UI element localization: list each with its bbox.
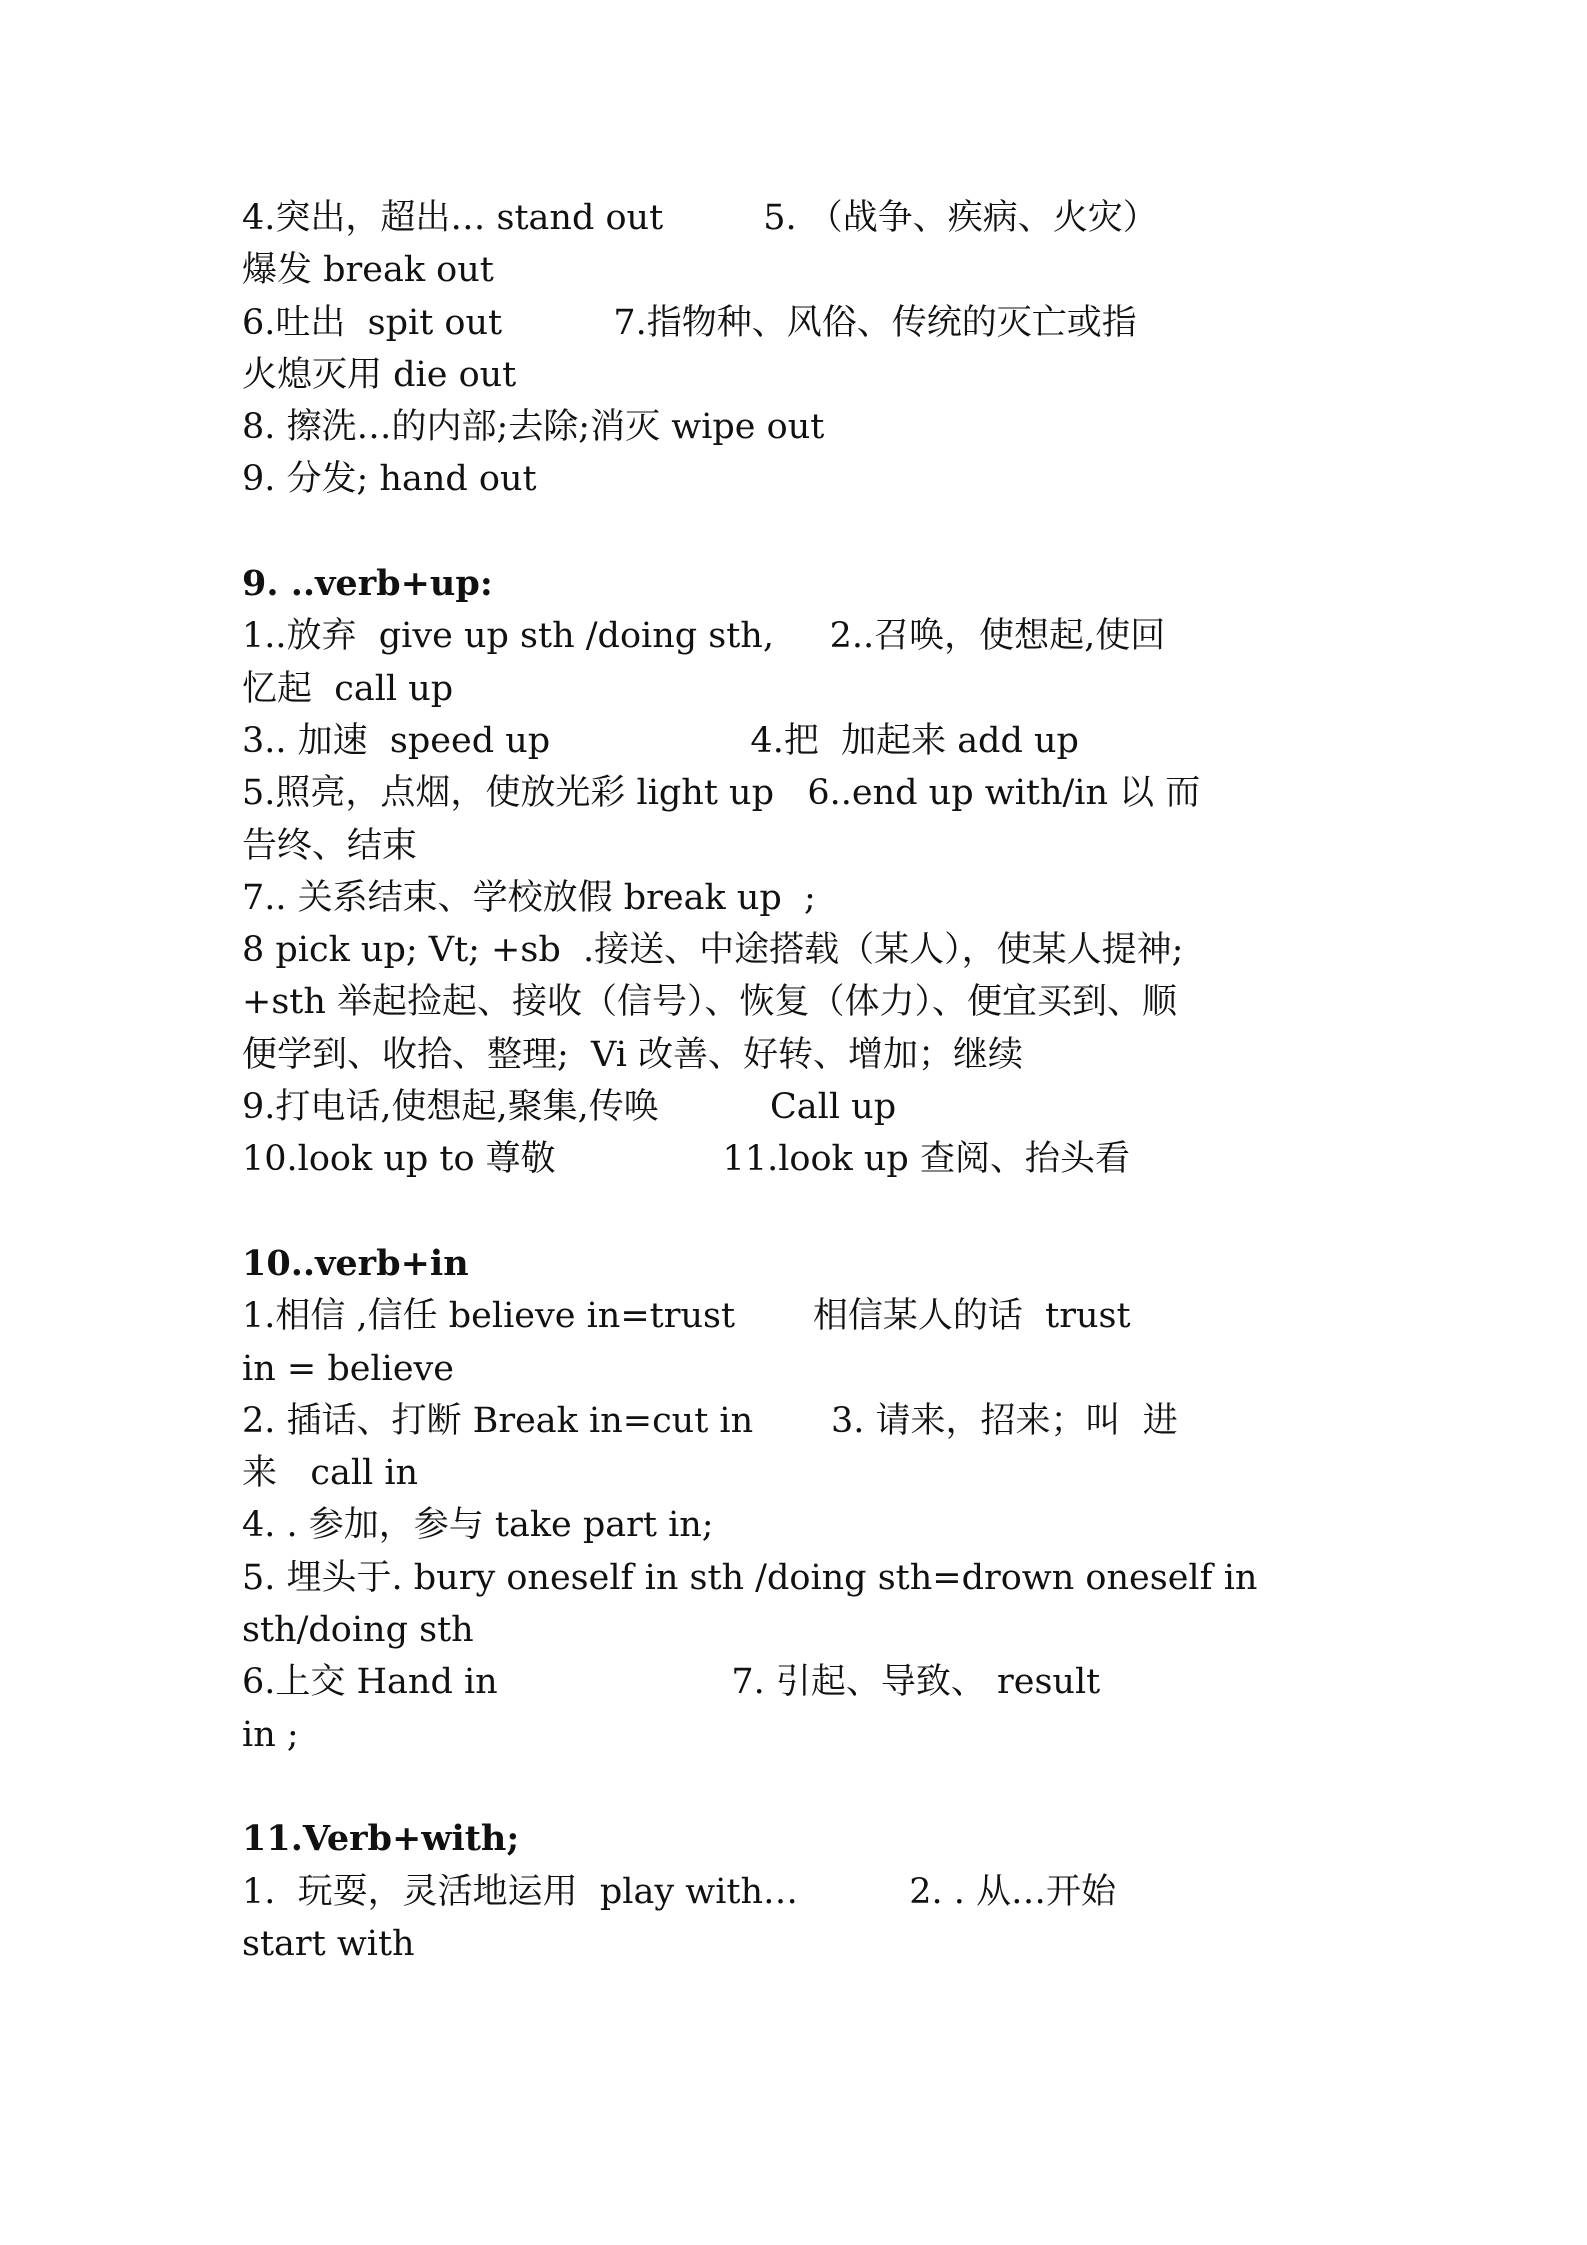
text-line: 便学到、收拾、整理; Vi 改善、好转、增加；继续 <box>242 1034 1024 1075</box>
text-line: 10.look up to 尊敬 11.look up 查阅、抬头看 <box>242 1139 1130 1180</box>
text-line: 5.照亮，点烟，使放光彩 light up 6..end up with/in 以 而 <box>242 773 1201 814</box>
text-line: 4.突出，超出… stand out 5. （战争、疾病、火灾） <box>242 198 1158 238</box>
text-line: 6.吐出 spit out 7.指物种、风俗、传统的灭亡或指 <box>242 302 1137 343</box>
text-line: 3.. 加速 speed up 4.把 加起来 add up <box>242 720 1079 761</box>
text-line: start with <box>242 1923 415 1964</box>
text-line: 来 call in <box>242 1453 419 1494</box>
section-heading: 9. ..verb+up: <box>242 563 493 605</box>
blank-line <box>242 506 1362 558</box>
text-line: 6.上交 Hand in 7. 引起、导致、 result <box>242 1662 1101 1703</box>
text-line: 告终、结束 <box>242 825 418 866</box>
text-line: 7.. 关系结束、学校放假 break up ; <box>242 877 816 918</box>
section-heading: 11.Verb+with; <box>242 1818 520 1860</box>
document-body <box>242 192 1362 1970</box>
blank-line <box>242 1186 1362 1238</box>
text-line: 火熄灭用 die out <box>242 354 517 395</box>
text-line: 爆发 break out <box>242 250 494 291</box>
text-line: +sth 举起捡起、接收（信号）、恢复（体力）、便宜买到、顺 <box>242 982 1178 1023</box>
text-line: 4. . 参加，参与 take part in; <box>242 1505 714 1546</box>
text-line: sth/doing sth <box>242 1610 474 1651</box>
text-line: 5. 埋头于. bury oneself in sth /doing sth=drown oneself in <box>242 1557 1258 1598</box>
blank-line <box>242 1761 1362 1813</box>
text-line: 9. 分发; hand out <box>242 459 537 500</box>
text-line: 9.打电话,使想起,聚集,传唤 Call up <box>242 1087 897 1128</box>
text-line: in = believe <box>242 1348 455 1389</box>
text-line: 1.相信 ,信任 believe in=trust 相信某人的话 trust <box>242 1296 1131 1337</box>
text-line: 8. 擦洗…的内部;去除;消灭 wipe out <box>242 407 825 448</box>
text-line: in ; <box>242 1714 299 1755</box>
text-line: 1. 玩耍，灵活地运用 play with… 2. . 从…开始 <box>242 1871 1117 1912</box>
text-line: 1..放弃 give up sth /doing sth, 2..召唤，使想起,使回 <box>242 616 1166 657</box>
text-line: 8 pick up; Vt; +sb .接送、中途搭载（某人），使某人提神; <box>242 930 1184 971</box>
section-heading: 10..verb+in <box>242 1242 469 1284</box>
text-line: 2. 插话、打断 Break in=cut in 3. 请来，招来；叫 进 <box>242 1400 1178 1441</box>
text-line: 忆起 call up <box>242 668 454 709</box>
